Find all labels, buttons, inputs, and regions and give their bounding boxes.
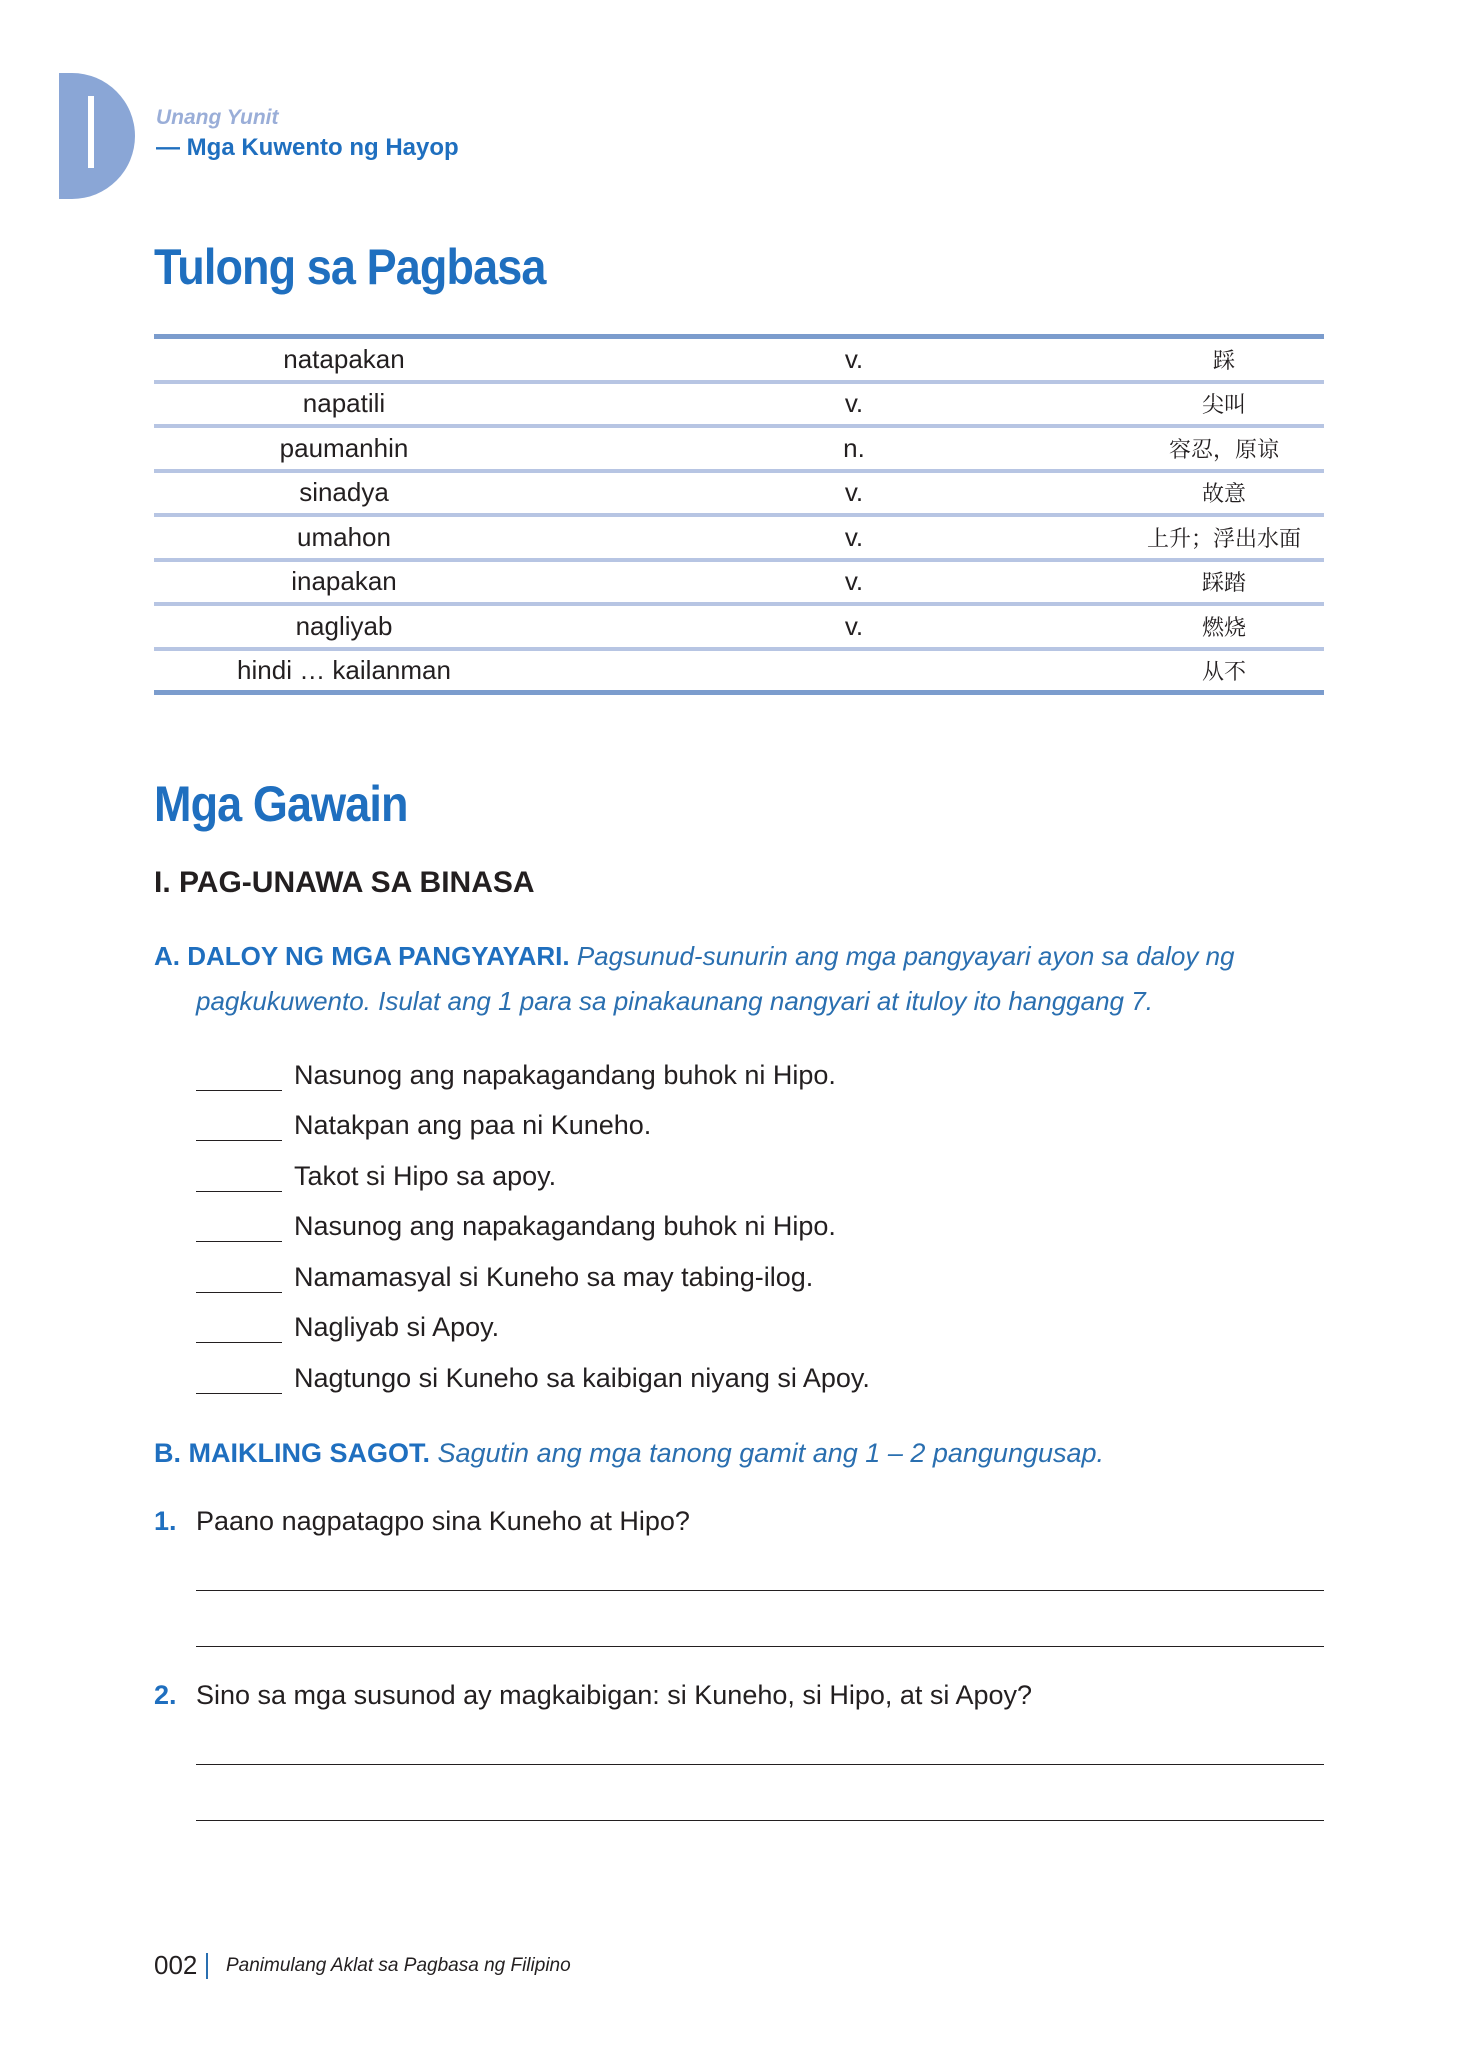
part-of-speech: v.	[844, 477, 864, 508]
section-a-instruction: Pagsunud-sunurin ang mga pangyayari ayon sa daloy ng	[569, 941, 1235, 971]
question-2	[154, 1680, 1032, 1711]
item-text: Natakpan ang paa ni Kuneho.	[294, 1110, 652, 1140]
table-row	[154, 651, 1324, 696]
part-heading: I. PAG-UNAWA SA BINASA	[154, 866, 535, 899]
part-of-speech: v.	[844, 610, 864, 641]
list-item	[196, 1293, 870, 1344]
answer-line[interactable]	[196, 1820, 1324, 1821]
answer-blank[interactable]	[196, 1153, 282, 1192]
meaning: 上升；浮出水面	[1146, 526, 1301, 552]
item-text: Takot si Hipo sa apoy.	[294, 1160, 557, 1191]
word: hindi … kailanman	[237, 654, 451, 685]
item-text: Namamasyal si Kuneho sa may tabing-ilog.	[294, 1261, 814, 1292]
part-of-speech: v.	[844, 343, 864, 374]
word: umahon	[297, 521, 391, 552]
answer-blank[interactable]	[196, 1052, 282, 1091]
question-text: Paano nagpatagpo sina Kuneho at Hipo?	[196, 1506, 690, 1536]
part-of-speech: v.	[844, 521, 864, 552]
answer-line[interactable]	[196, 1590, 1324, 1591]
unit-title: — Mga Kuwento ng Hayop	[156, 134, 459, 161]
section-a-label: A. DALOY NG MGA PANGYAYARI.	[154, 941, 570, 971]
answer-blank[interactable]	[196, 1254, 282, 1293]
word: sinadya	[299, 477, 389, 508]
word: natapakan	[283, 343, 405, 374]
question-1	[154, 1506, 690, 1537]
table-row	[154, 517, 1324, 562]
question-text: Sino sa mga susunod ay magkaibigan: si Kuneho, si Hipo, at si Apoy?	[196, 1680, 1032, 1710]
table-row	[154, 428, 1324, 473]
sequence-list	[196, 1040, 870, 1394]
list-item	[196, 1343, 870, 1394]
table-row	[154, 562, 1324, 607]
word: paumanhin	[279, 432, 409, 463]
vocab-table	[154, 334, 1324, 695]
section-b-instruction: Sagutin ang mga tanong gamit ang 1 – 2 pangungusap.	[430, 1438, 1105, 1468]
table-row	[154, 384, 1324, 429]
book-title: Panimulang Aklat sa Pagbasa ng Filipino	[226, 1955, 571, 1976]
footer-divider	[206, 1953, 208, 1979]
meaning: 尖叫	[1201, 393, 1246, 419]
part-of-speech: v.	[844, 388, 864, 419]
question-number: 2.	[154, 1680, 177, 1710]
meaning: 从不	[1201, 659, 1246, 685]
meaning: 容忍，原谅	[1168, 437, 1279, 463]
question-number: 1.	[154, 1506, 177, 1536]
section-a-instructions	[154, 934, 1329, 1024]
answer-blank[interactable]	[196, 1304, 282, 1343]
table-row	[154, 339, 1324, 384]
table-row	[154, 606, 1324, 651]
unit-number-glyph	[88, 96, 94, 168]
page-number: 002	[154, 1950, 198, 1980]
item-text: Nagliyab si Apoy.	[294, 1312, 500, 1342]
part-of-speech: n.	[843, 432, 865, 463]
part-of-speech: v.	[844, 566, 864, 597]
answer-line[interactable]	[196, 1764, 1324, 1765]
section-a-instruction-cont: pagkukuwento. Isulat ang 1 para sa pinakaunang nangyari at ituloy ito hanggang 7.	[196, 986, 1153, 1016]
item-text: Nasunog ang napakagandang buhok ni Hipo.	[294, 1059, 836, 1090]
vocab-heading: Tulong sa Pagbasa	[154, 239, 546, 295]
item-text: Nasunog ang napakagandang buhok ni Hipo.	[294, 1211, 836, 1241]
word: napatili	[302, 388, 386, 419]
answer-line[interactable]	[196, 1646, 1324, 1647]
list-item	[196, 1242, 870, 1293]
item-text: Nagtungo si Kuneho sa kaibigan niyang si Apoy.	[294, 1362, 870, 1393]
word: nagliyab	[295, 610, 393, 641]
answer-blank[interactable]	[196, 1203, 282, 1242]
table-row	[154, 473, 1324, 518]
answer-blank[interactable]	[196, 1355, 282, 1394]
meaning: 燃烧	[1201, 615, 1246, 641]
section-b-instructions	[154, 1438, 1104, 1469]
list-item	[196, 1091, 870, 1142]
section-b-label: B. MAIKLING SAGOT.	[154, 1438, 430, 1468]
unit-tab	[59, 73, 135, 199]
word: inapakan	[291, 566, 397, 597]
list-item	[196, 1192, 870, 1243]
activities-heading: Mga Gawain	[154, 776, 408, 832]
answer-blank[interactable]	[196, 1102, 282, 1141]
meaning: 故意	[1201, 482, 1246, 508]
list-item	[196, 1040, 870, 1091]
meaning: 踩踏	[1201, 571, 1246, 597]
unit-label: Unang Yunit	[156, 106, 279, 129]
meaning: 踩	[1212, 348, 1235, 374]
list-item	[196, 1141, 870, 1192]
